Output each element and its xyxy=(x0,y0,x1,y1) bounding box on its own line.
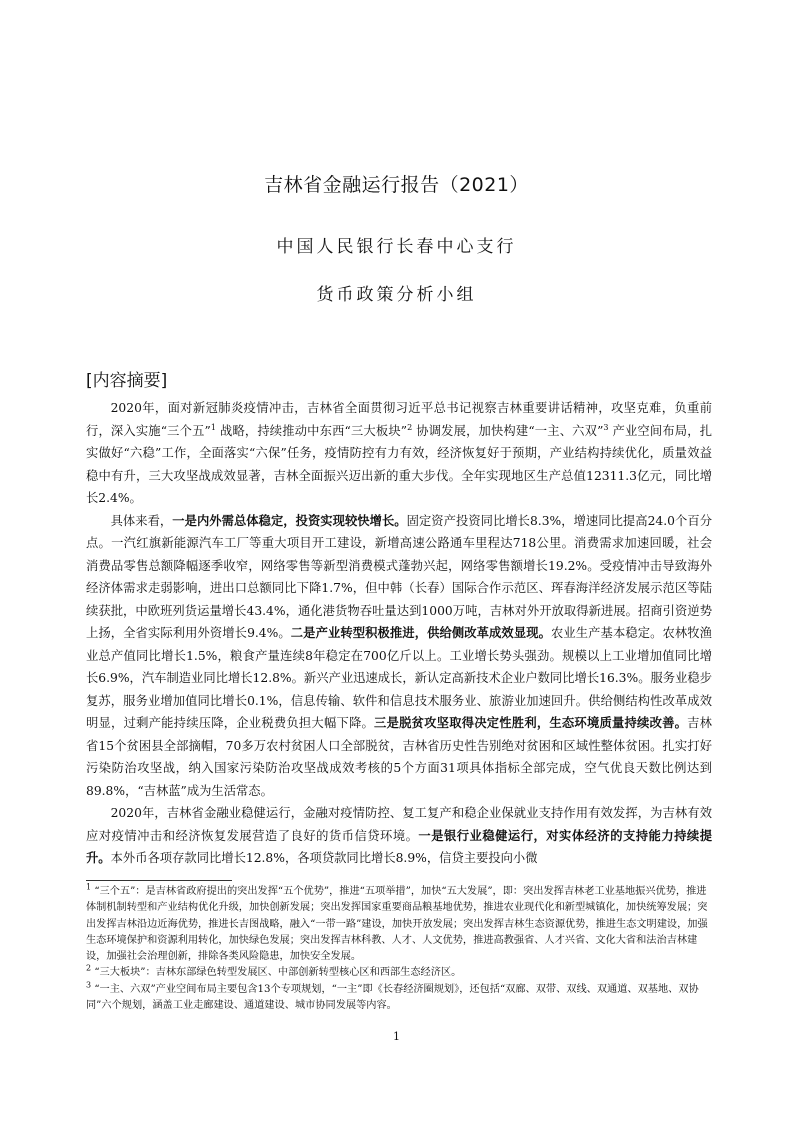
key-point-2: 二是产业转型积极推进，供给侧改革成效显现。 xyxy=(290,625,551,640)
footnote-ref-1: 1 xyxy=(210,422,216,432)
footnote-1: $^1$ “三个五”：是吉林省政府提出的突出发挥“五个优势”，推进“五项举措”，加快“五大发展”，即：突出发挥吉林老工业基地振兴优势，推进体制机制转型和产业结构优化升级，加快创新发展；突出发挥国家重要商品粮基地优势，推进农业现代化和新型城镇化，加快统筹发展；突出发挥吉林沿边近海优势，推进长吉图战略，融入“一带一路”建设，加快开放发展；突出发挥吉林生态资源优势，推进生态文明建设，加强生态环境保护和资源利用转化，加快绿色发展；突出发挥吉林科教、人才、人文优势，推进高教强省、人才兴省、文化大省和法治吉林建设，加强社会治理创新，排除各类风险隐患，加快安全发展。 xyxy=(86,882,708,963)
abstract-paragraph-1: 2020年，面对新冠肺炎疫情冲击，吉林省全面贯彻习近平总书记视察吉林重要讲话精神，攻坚克难，负重前行，深入实施“三个五”$^1$ 战略，持续推动中东西“三大板块”$^2$ 协调发展，加快构建“一主、六双”$^3$ 产业空间布局，扎实做好“六稳”工作，全面落实“六保”任务，疫情防控有力有效，经济恢复好于预期，产业结构持续优化，质量效益稳中有升，三大攻坚战成效显著，吉林全面振兴迈出新的重大步伐。全年实现地区生产总值12311.3亿元，同比增长2.4%。 xyxy=(86,401,713,505)
section-heading: [内容摘要] xyxy=(86,371,168,391)
abstract-body xyxy=(86,397,712,870)
key-point-4: 一是银行业稳健运行，对实体经济的支持能力持续提升。 xyxy=(86,827,712,865)
footnote-3: $^3$ “一主、六双”产业空间布局主要包含13个专项规划，“一主”即《长春经济圈规划》，还包括“双廊、双带、双线、双通道、双基地、双协同”六个规划，涵盖工业走廊建设、通道建设、城市协同发展等内容。 xyxy=(86,980,699,1012)
footnote-2: $^2$ “三大板块”：吉林东部绿色转型发展区、中部创新转型核心区和西部生态经济区。 xyxy=(86,964,462,979)
footnotes xyxy=(86,884,712,1014)
footnote-divider xyxy=(86,880,232,881)
page-number: 1 xyxy=(393,1030,400,1043)
abstract-paragraph-2: 具体来看，一是内外需总体稳定，投资实现较快增长。固定资产投资同比增长8.3%，增速同比提高24.0个百分点。一汽红旗新能源汽车工厂等重大项目开工建设，新增高速公路通车里程达718公里。消费需求加速回暖，社会消费品零售总额降幅逐季收窄，网络零售等新型消费模式蓬勃兴起，网络零售额增长19.2%。受疫情冲击导致海外经济体需求走弱影响，进出口总额同比下降1.7%，但中韩（长春）国际合作示范区、珲春海洋经济发展示范区等陆续获批，中欧班列货运量增长43.4%，通化港货物吞吐量达到1000万吨，吉林对外开放取得新进展。招商引资逆势上扬，全省实际利用外资增长9.4%。二是产业转型积极推进，供给侧改革成效显现。农业生产基本稳定。农林牧渔业总产值同比增长1.5%，粮食产量连续8年稳定在700亿斤以上。工业增长势头强劲。规模以上工业增加值同比增长6.9%，汽车制造业同比增长12.8%。新兴产业迅速成长，新认定高新技术企业户数同比增长16.3%。服务业稳步复苏，服务业增加值同比增长0.1%，信息传输、软件和信息技术服务业、旅游业加速回升。供给侧结构性改革成效明显，过剩产能持续压降，企业税费负担大幅下降。三是脱贫攻坚取得决定性胜利，生态环境质量持续改善。吉林省15个贫困县全部摘帽，70多万农村贫困人口全部脱贫，吉林省历史性告别绝对贫困和区域性整体贫困。扎实打好污染防治攻坚战，纳入国家污染防治攻坚战成效考核的5个方面31项具体指标全部完成，空气优良天数比例达到89.8%，“吉林蓝”成为生活常态。 xyxy=(86,512,712,798)
key-point-1: 一是内外需总体稳定，投资实现较快增长。 xyxy=(172,512,407,528)
footnote-ref-2: 2 xyxy=(407,422,413,432)
key-point-3: 三是脱贫攻坚取得决定性胜利，生态环境质量持续改善。 xyxy=(374,715,688,730)
footnote-ref-3: 3 xyxy=(603,422,609,432)
report-title: 吉林省金融运行报告（2021） xyxy=(264,174,529,196)
organization-name: 中国人民银行长春中心支行 xyxy=(276,237,517,257)
group-name: 货币政策分析小组 xyxy=(316,285,477,305)
abstract-paragraph-3: 2020年，吉林省金融业稳健运行，金融对疫情防控、复工复产和稳企业保就业支持作用有效发挥，为吉林有效应对疫情冲击和经济恢复发展营造了良好的货币信贷环境。一是银行业稳健运行，对实体经济的支持能力持续提升。本外币各项存款同比增长12.8%，各项贷款同比增长8.9%，信贷主要投向小微 xyxy=(86,806,712,865)
